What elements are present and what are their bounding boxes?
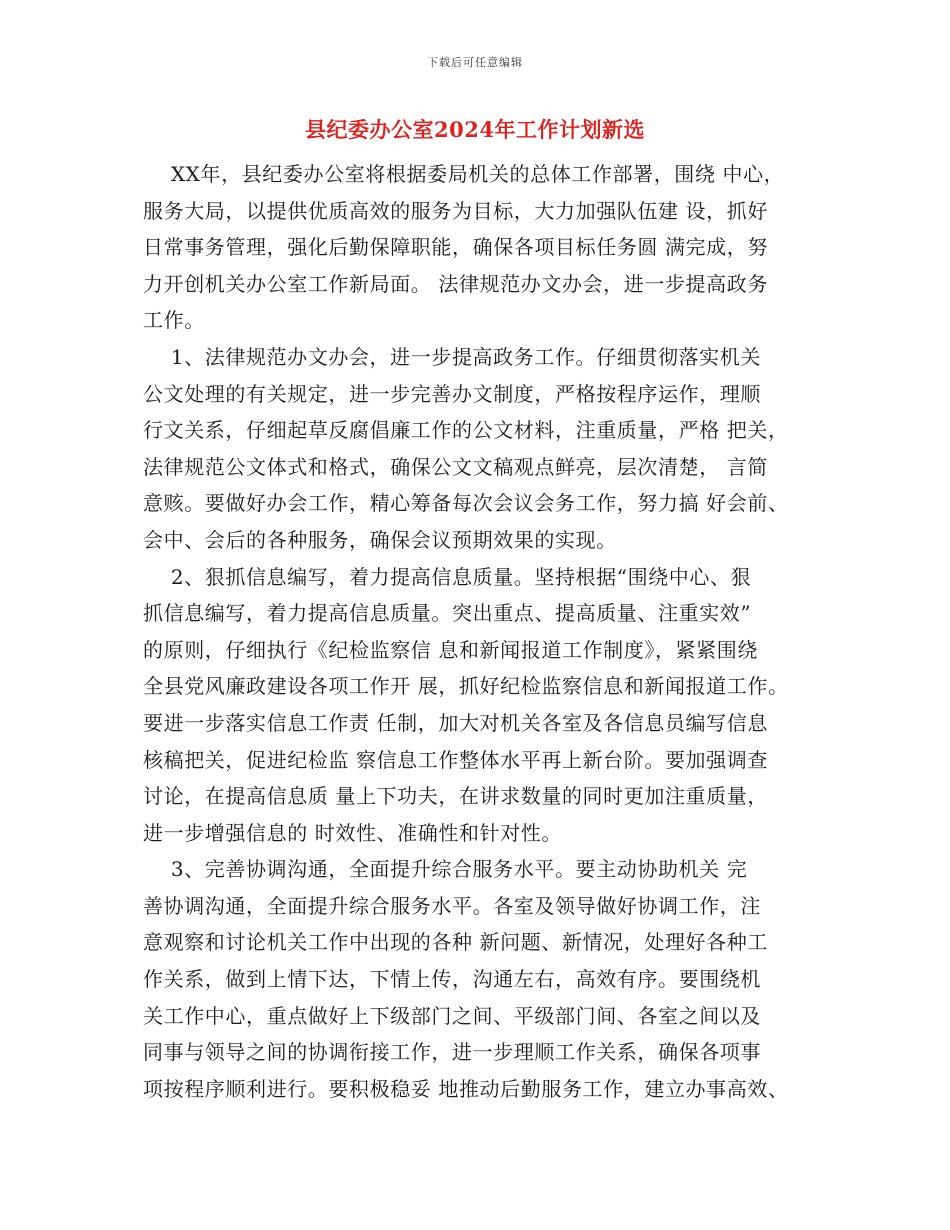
paragraph-line: 善协调沟通，全面提升综合服务水平。各室及领导做好协调工作，注 [143,893,761,918]
paragraph-line: 行文关系，仔细起草反腐倡廉工作的公文材料，注重质量，严格 把关， [143,418,789,443]
paragraph-line: 工作。 [143,308,205,333]
document-body [143,156,833,1107]
paragraph-line: 项按程序顺利进行。要积极稳妥 地推动后勤服务工作，建立办事高效、 [143,1076,789,1101]
page-header-note: 下载后可任意编辑 [427,56,523,69]
paragraph-line: 服务大局，以提供优质高效的服务为目标，大力加强队伍建 设，抓好 [143,198,768,223]
paragraph-line: 法律规范公文体式和格式，确保公文文稿观点鲜亮，层次清楚， 言简 [143,454,768,479]
paragraph-line: 意观察和讨论机关工作中出现的各种 新问题、新情况，处理好各种工 [143,930,768,955]
paragraph-line: 公文处理的有关规定，进一步完善办文制度，严格按程序运作，理顺 [143,381,761,406]
document-title: 县纪委办公室2024年工作计划新选 [305,117,645,142]
paragraph [143,851,833,1107]
paragraph-line: 的原则，仔细执行《纪检监察信 息和新闻报道工作制度》，紧紧围绕 [143,637,758,662]
paragraph-line: 全县党风廉政建设各项工作开 展，抓好纪检监察信息和新闻报道工作。 [143,674,789,699]
paragraph-line: 2、狠抓信息编写，着力提高信息质量。坚持根据“围绕中心、狠 [143,564,752,589]
paragraph [143,339,833,559]
paragraph-line: 意赅。要做好办会工作，精心筹备每次会议会务工作，努力搞 好会前、 [143,491,789,516]
paragraph-line: 作关系，做到上情下达，下情上传，沟通左右，高效有序。要围绕机 [143,967,761,992]
paragraph [143,559,833,852]
paragraph-line: 要进一步落实信息工作责 任制，加大对机关各室及各信息员编写信息 [143,710,768,735]
paragraph-line: 力开创机关办公室工作新局面。 法律规范办文办会，进一步提高政务 [143,271,768,296]
paragraph-line: 会中、会后的各种服务，确保会议预期效果的实现。 [143,527,617,552]
paragraph-line: 3、完善协调沟通，全面提升综合服务水平。要主动协助机关 完 [143,857,748,882]
paragraph-line: 日常事务管理，强化后勤保障职能，确保各项目标任务圆 满完成，努 [143,235,768,260]
paragraph [143,156,833,339]
paragraph-line: 关工作中心，重点做好上下级部门之间、平级部门间、各室之间以及 [143,1003,761,1028]
paragraph-line: 核稿把关，促进纪检监 察信息工作整体水平再上新台阶。要加强调查 [143,747,768,772]
paragraph-line: 讨论，在提高信息质 量上下功夫，在讲求数量的同时更加注重质量， [143,784,768,809]
paragraph-line: 同事与领导之间的协调衔接工作，进一步理顺工作关系，确保各项事 [143,1040,761,1065]
paragraph-line: 抓信息编写，着力提高信息质量。突出重点、提高质量、注重实效” [143,601,752,626]
paragraph-line: 1、法律规范办文办会，进一步提高政务工作。仔细贯彻落实机关 [143,344,761,369]
paragraph-line: XX年，县纪委办公室将根据委局机关的总体工作部署，围绕 中心， [143,162,785,186]
paragraph-line: 进一步增强信息的 时效性、准确性和针对性。 [143,820,562,845]
